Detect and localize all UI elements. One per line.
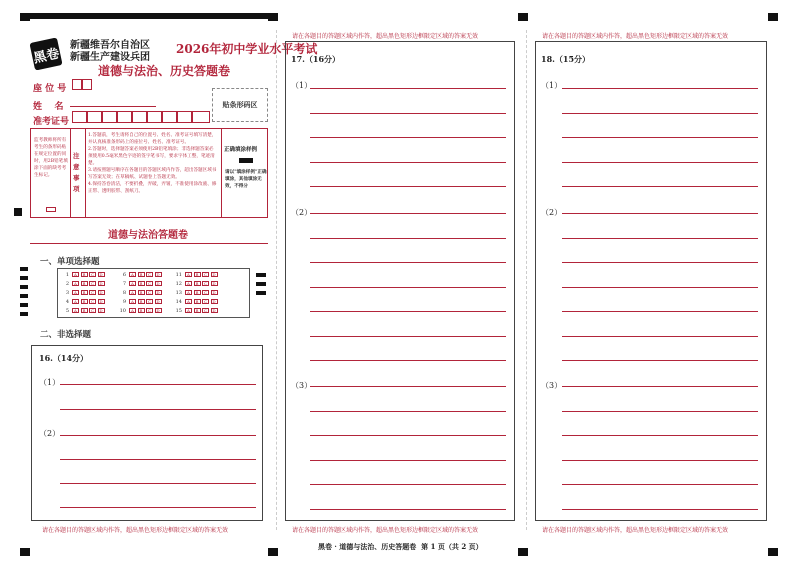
mc-option-bubble[interactable]: B bbox=[194, 281, 201, 287]
answer-line[interactable] bbox=[562, 509, 758, 510]
mc-option-bubble[interactable]: A bbox=[129, 281, 136, 287]
answer-line[interactable] bbox=[562, 213, 758, 214]
divider bbox=[30, 243, 268, 244]
mc-option-bubble[interactable]: C bbox=[147, 298, 152, 304]
mc-option-bubble[interactable]: D bbox=[212, 280, 216, 286]
answer-line[interactable] bbox=[562, 411, 758, 412]
answer-line[interactable] bbox=[310, 311, 506, 312]
mc-question-number: 6 bbox=[122, 271, 126, 278]
mc-option-bubble[interactable]: A bbox=[72, 272, 79, 278]
part1-title: 一、单项选择题 bbox=[40, 257, 100, 267]
exam-number-label: 准考证号 bbox=[33, 117, 70, 127]
mc-option-bubble[interactable]: B bbox=[138, 308, 145, 314]
q18-title: 18.（15分） bbox=[541, 54, 591, 64]
region-line-1: 新疆维吾尔自治区 bbox=[70, 40, 150, 51]
notice-item-4: 4.保持答卷清洁，不要折叠，弄破，弄皱，不准使用涂改液、修正带、透明胶带、刮纸刀。 bbox=[88, 182, 217, 194]
mc-option-bubble[interactable]: B bbox=[81, 272, 88, 278]
answer-line[interactable] bbox=[562, 113, 758, 114]
mc-question-row bbox=[59, 307, 106, 314]
mc-question-number: 13 bbox=[175, 289, 182, 296]
timing-mark bbox=[768, 548, 778, 556]
answer-line[interactable] bbox=[562, 484, 758, 485]
barcode-label: 贴条形码区 bbox=[222, 100, 258, 109]
answer-line[interactable] bbox=[310, 509, 506, 510]
mc-option-bubble[interactable]: A bbox=[185, 281, 192, 287]
mc-option-bubble[interactable]: A bbox=[185, 308, 192, 314]
mc-question-number: 2 bbox=[65, 280, 69, 287]
answer-line[interactable] bbox=[562, 162, 758, 163]
answer-line[interactable] bbox=[310, 386, 506, 387]
mc-option-bubble[interactable]: C bbox=[203, 280, 208, 286]
q18-part2: （2） bbox=[541, 208, 563, 217]
mc-option-bubble[interactable]: B bbox=[194, 308, 201, 314]
notice-item-2: 2.答题时，选择题答案必须使用2B铅笔填涂；非选择题答案必须使用0.5毫米黑色字迹的签字笔书写，要求字体工整，笔迹清楚。 bbox=[88, 147, 215, 166]
side-mark bbox=[256, 291, 266, 295]
caution-label: 注意事项 bbox=[73, 152, 80, 193]
seat-box[interactable] bbox=[72, 79, 82, 90]
mc-question-row bbox=[116, 298, 163, 305]
notice-item-1: 1.答题前，考生请将自己的位置号、姓名、准考证号填写清楚，并认真核准条形码上的座位号、姓名、准考证号。 bbox=[88, 133, 217, 145]
mc-option-bubble[interactable]: D bbox=[99, 307, 103, 313]
sample-desc: 请以"填涂样例"正确填涂，其他填涂无效，不得分 bbox=[225, 170, 267, 189]
mc-question-number: 9 bbox=[122, 298, 126, 305]
answer-line[interactable] bbox=[310, 262, 506, 263]
mc-option-bubble[interactable]: B bbox=[138, 281, 145, 287]
mc-option-bubble[interactable]: C bbox=[90, 298, 95, 304]
mc-option-bubble[interactable]: C bbox=[147, 271, 152, 277]
barcode-area bbox=[212, 88, 268, 122]
proctor-note: 监考教师将所有考生的条形码贴在规定位置的同时，用2B铅笔填涂下面的缺考考生标记。 bbox=[34, 138, 68, 178]
mc-question-number: 7 bbox=[122, 280, 126, 287]
mc-option-bubble[interactable]: D bbox=[99, 280, 103, 286]
mc-option-bubble[interactable]: D bbox=[212, 298, 216, 304]
answer-line[interactable] bbox=[562, 336, 758, 337]
mc-question-number: 15 bbox=[175, 307, 182, 314]
mc-option-bubble[interactable]: A bbox=[185, 290, 192, 296]
q18-part3: （3） bbox=[541, 381, 563, 390]
timing-mark bbox=[268, 548, 278, 556]
mc-option-bubble[interactable]: D bbox=[212, 289, 216, 295]
mc-option-bubble[interactable]: B bbox=[194, 290, 201, 296]
mc-option-bubble[interactable]: A bbox=[129, 272, 136, 278]
name-label: 姓 名 bbox=[33, 102, 64, 112]
mc-option-bubble[interactable]: D bbox=[156, 271, 160, 277]
mc-option-bubble[interactable]: D bbox=[156, 298, 160, 304]
q17-title: 17.（16分） bbox=[291, 54, 341, 64]
answer-line[interactable] bbox=[60, 435, 256, 436]
answer-line[interactable] bbox=[310, 287, 506, 288]
mc-option-bubble[interactable]: C bbox=[90, 271, 95, 277]
mc-option-bubble[interactable]: D bbox=[212, 271, 216, 277]
seat-label: 座 位 号 bbox=[33, 84, 67, 94]
mc-question-row bbox=[172, 307, 219, 314]
answer-line[interactable] bbox=[310, 162, 506, 163]
side-mark bbox=[20, 285, 28, 289]
answer-line[interactable] bbox=[310, 238, 506, 239]
mc-option-bubble[interactable]: B bbox=[81, 290, 88, 296]
warning-bottom-middle: 请在各题目的答题区域内作答，超出黑色矩形边框限定区域的答案无效 bbox=[292, 527, 479, 534]
timing-mark bbox=[768, 13, 778, 21]
mc-option-bubble[interactable]: A bbox=[185, 272, 192, 278]
mc-option-bubble[interactable]: C bbox=[90, 307, 95, 313]
exam-title: 2026年初中学业水平考试 bbox=[176, 42, 318, 56]
answer-line[interactable] bbox=[562, 311, 758, 312]
mc-question-row bbox=[172, 289, 219, 296]
mc-question-row bbox=[172, 298, 219, 305]
mc-option-bubble[interactable]: A bbox=[72, 290, 79, 296]
answer-line[interactable] bbox=[562, 137, 758, 138]
subject-title: 道德与法治答题卷 bbox=[108, 230, 188, 241]
mc-question-row bbox=[172, 271, 219, 278]
mc-question-row bbox=[59, 289, 106, 296]
answer-line[interactable] bbox=[562, 88, 758, 89]
mc-option-bubble[interactable]: C bbox=[147, 307, 152, 313]
mc-question-row bbox=[116, 280, 163, 287]
answer-line[interactable] bbox=[562, 460, 758, 461]
mc-option-bubble[interactable]: A bbox=[72, 308, 79, 314]
mc-option-bubble[interactable]: C bbox=[147, 289, 152, 295]
mc-option-bubble[interactable]: C bbox=[203, 271, 208, 277]
region-line-2: 新疆生产建设兵团 bbox=[70, 52, 150, 63]
answer-line[interactable] bbox=[310, 484, 506, 485]
answer-line[interactable] bbox=[310, 360, 506, 361]
mc-option-bubble[interactable]: B bbox=[81, 308, 88, 314]
answer-line[interactable] bbox=[310, 411, 506, 412]
name-field[interactable] bbox=[70, 106, 156, 107]
mc-question-number: 1 bbox=[65, 271, 69, 278]
mc-option-bubble[interactable]: D bbox=[99, 298, 103, 304]
q16-box bbox=[31, 345, 263, 521]
mc-question-row bbox=[116, 289, 163, 296]
column-divider bbox=[526, 30, 527, 530]
answer-line[interactable] bbox=[562, 238, 758, 239]
side-mark bbox=[20, 294, 28, 298]
mc-option-bubble[interactable]: B bbox=[138, 299, 145, 305]
timing-mark bbox=[518, 548, 528, 556]
column-divider bbox=[276, 30, 277, 530]
side-mark bbox=[20, 303, 28, 307]
mc-question-number: 10 bbox=[119, 307, 126, 314]
absent-mark-box[interactable] bbox=[46, 207, 56, 212]
part2-title: 二、非选择题 bbox=[40, 330, 92, 340]
q17-part1: （1） bbox=[291, 81, 313, 90]
mc-option-bubble[interactable]: D bbox=[99, 271, 103, 277]
answer-line[interactable] bbox=[562, 262, 758, 263]
mc-option-bubble[interactable]: B bbox=[138, 290, 145, 296]
mc-question-number: 4 bbox=[65, 298, 69, 305]
mc-option-bubble[interactable]: A bbox=[129, 299, 136, 305]
sheet-title: 道德与法治、历史答题卷 bbox=[98, 64, 231, 78]
timing-mark bbox=[20, 13, 30, 21]
mc-option-bubble[interactable]: D bbox=[212, 307, 216, 313]
sample-title: 正确填涂样例 bbox=[224, 147, 258, 153]
warning-bottom-left: 请在各题目的答题区域内作答，超出黑色矩形边框限定区域的答案无效 bbox=[42, 527, 229, 534]
answer-line[interactable] bbox=[60, 409, 256, 410]
warning-top-middle: 请在各题目的答题区域内作答，超出黑色矩形边框限定区域的答案无效 bbox=[292, 33, 479, 40]
mc-option-bubble[interactable]: D bbox=[156, 289, 160, 295]
timing-mark bbox=[518, 13, 528, 21]
q16-part1: （1） bbox=[39, 378, 61, 387]
mc-option-bubble[interactable]: D bbox=[156, 280, 160, 286]
q17-part3: （3） bbox=[291, 381, 313, 390]
mc-option-bubble[interactable]: C bbox=[203, 289, 208, 295]
mc-question-number: 3 bbox=[65, 289, 69, 296]
answer-line[interactable] bbox=[310, 460, 506, 461]
mc-option-bubble[interactable]: D bbox=[99, 289, 103, 295]
timing-mark bbox=[14, 208, 22, 216]
answer-line[interactable] bbox=[310, 113, 506, 114]
q16-part2: （2） bbox=[39, 429, 61, 438]
mc-option-bubble[interactable]: A bbox=[72, 281, 79, 287]
mc-option-bubble[interactable]: C bbox=[203, 307, 208, 313]
side-mark bbox=[256, 273, 266, 277]
mc-option-bubble[interactable]: B bbox=[194, 299, 201, 305]
answer-line[interactable] bbox=[60, 483, 256, 484]
side-mark bbox=[20, 276, 28, 280]
timing-mark bbox=[20, 548, 30, 556]
timing-mark bbox=[268, 13, 278, 21]
answer-line[interactable] bbox=[310, 186, 506, 187]
answer-line[interactable] bbox=[60, 384, 256, 385]
mc-option-bubble[interactable]: B bbox=[138, 272, 145, 278]
mc-question-row bbox=[59, 280, 106, 287]
mc-question-number: 12 bbox=[175, 280, 182, 287]
mc-question-row bbox=[59, 271, 106, 278]
notice-item-3: 3.请按照题号顺序在各题目的答题区域内作答，超出答题区域书写答案无效；在草稿纸、试题卷上答题无效。 bbox=[88, 168, 217, 180]
q17-part2: （2） bbox=[291, 208, 313, 217]
mc-question-number: 11 bbox=[175, 271, 182, 278]
side-mark bbox=[256, 282, 266, 286]
mc-option-bubble[interactable]: A bbox=[129, 290, 136, 296]
mc-option-bubble[interactable]: A bbox=[185, 299, 192, 305]
mc-option-bubble[interactable]: A bbox=[72, 299, 79, 305]
answer-line[interactable] bbox=[562, 186, 758, 187]
answer-line[interactable] bbox=[310, 435, 506, 436]
q16-title: 16.（14分） bbox=[39, 353, 89, 363]
side-mark bbox=[20, 267, 28, 271]
q18-part1: （1） bbox=[541, 81, 563, 90]
answer-line[interactable] bbox=[562, 360, 758, 361]
answer-line[interactable] bbox=[562, 287, 758, 288]
mc-question-number: 14 bbox=[175, 298, 182, 305]
mc-option-bubble[interactable]: C bbox=[147, 280, 152, 286]
answer-line[interactable] bbox=[310, 336, 506, 337]
answer-line[interactable] bbox=[60, 459, 256, 460]
answer-line[interactable] bbox=[60, 507, 256, 508]
mc-question-number: 5 bbox=[65, 307, 69, 314]
answer-line[interactable] bbox=[562, 386, 758, 387]
seat-box[interactable] bbox=[82, 79, 92, 90]
notice-box bbox=[30, 128, 268, 218]
mc-question-row bbox=[116, 271, 163, 278]
mc-option-bubble[interactable]: D bbox=[156, 307, 160, 313]
mc-question-row bbox=[59, 298, 106, 305]
mc-option-bubble[interactable]: C bbox=[203, 298, 208, 304]
footer-text: 黑卷 · 道德与法治、历史答题卷 第 1 页（共 2 页） bbox=[318, 542, 483, 551]
mc-option-bubble[interactable]: B bbox=[194, 272, 201, 278]
warning-bottom-right: 请在各题目的答题区域内作答，超出黑色矩形边框限定区域的答案无效 bbox=[542, 527, 729, 534]
mc-option-bubble[interactable]: C bbox=[90, 289, 95, 295]
mc-option-bubble[interactable]: C bbox=[90, 280, 95, 286]
sample-filled-mark bbox=[239, 158, 253, 163]
mc-question-row bbox=[172, 280, 219, 287]
answer-line[interactable] bbox=[310, 88, 506, 89]
timing-mark bbox=[30, 13, 270, 19]
exam-number-boxes[interactable] bbox=[72, 111, 210, 123]
answer-line[interactable] bbox=[562, 435, 758, 436]
side-mark bbox=[20, 312, 28, 316]
warning-top-right: 请在各题目的答题区域内作答，超出黑色矩形边框限定区域的答案无效 bbox=[542, 33, 729, 40]
mc-option-bubble[interactable]: B bbox=[81, 281, 88, 287]
answer-line[interactable] bbox=[310, 213, 506, 214]
mc-question-number: 8 bbox=[122, 289, 126, 296]
answer-line[interactable] bbox=[310, 137, 506, 138]
black-paper-stamp: 黑卷 bbox=[29, 37, 62, 70]
mc-option-bubble[interactable]: A bbox=[129, 308, 136, 314]
mc-question-row bbox=[116, 307, 163, 314]
mc-option-bubble[interactable]: B bbox=[81, 299, 88, 305]
